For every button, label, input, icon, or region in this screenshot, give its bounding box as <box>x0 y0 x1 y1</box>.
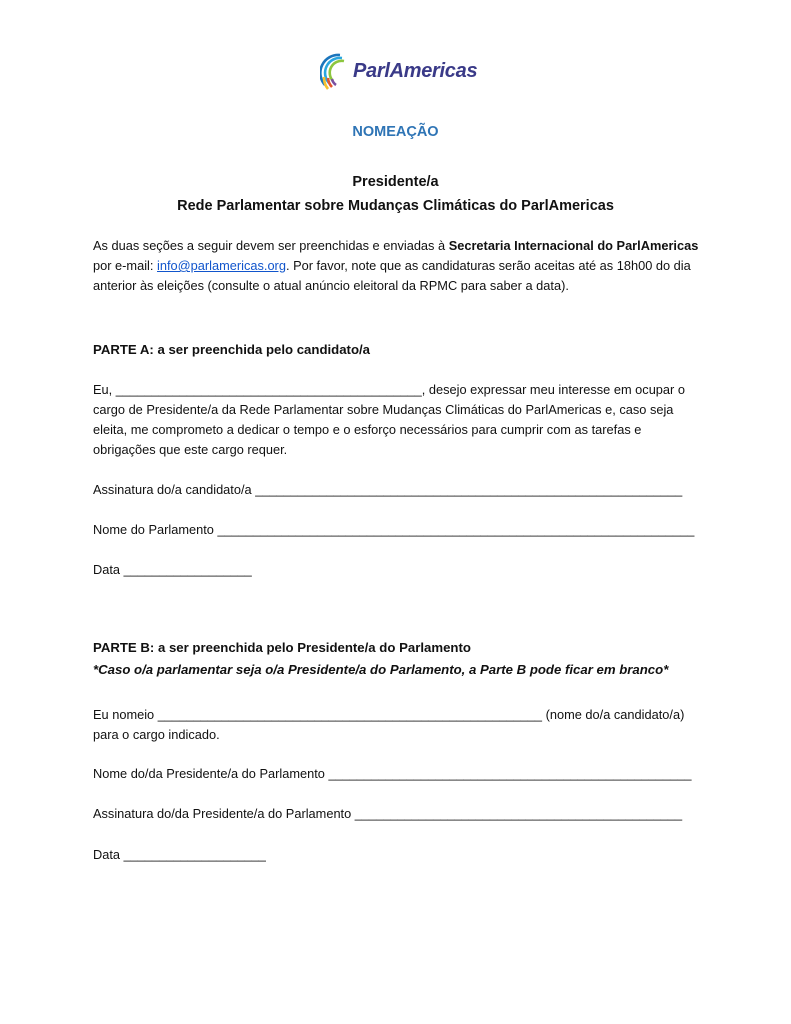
intro-email-prefix: por e-mail: <box>93 258 158 273</box>
candidate-signature-field[interactable]: Assinatura do/a candidato/a ____________________________________________________________ <box>93 482 683 497</box>
part-b-date-field[interactable]: Data ____________________ <box>93 847 266 862</box>
part-b-heading: PARTE B: a ser preenchida pelo Presidente/a do Parlamento <box>93 640 471 655</box>
president-signature-field[interactable]: Assinatura do/da Presidente/a do Parlamento ______________________________________________ <box>93 806 683 821</box>
part-a-line-1: Eu, ___________________________________________, desejo expressar meu interesse em ocupar o <box>93 382 685 397</box>
intro-line-2 <box>93 256 691 276</box>
parlamericas-logo <box>320 49 480 95</box>
intro-deadline-text: . Por favor, note que as candidaturas serão aceitas até as 18h00 do dia <box>285 258 691 273</box>
nomination-line-2: para o cargo indicado. <box>93 727 220 742</box>
president-name-field[interactable]: Nome do/da Presidente/a do Parlamento ___________________________________________________ <box>93 766 692 781</box>
intro-text: As duas seções a seguir devem ser preenchidas e enviadas à <box>93 238 449 253</box>
part-a-line-4: obrigações que este cargo requer. <box>93 442 288 457</box>
document-heading: NOMEAÇÃO <box>352 124 439 140</box>
part-b-note: *Caso o/a parlamentar seja o/a Presidente/a do Parlamento, a Parte B pode ficar em branco* <box>93 662 669 677</box>
part-a-line-2: cargo de Presidente/a da Rede Parlamentar sobre Mudanças Climáticas do ParlAmericas e, caso seja <box>93 402 674 417</box>
intro-line-1 <box>93 236 698 256</box>
part-a-heading: PARTE A: a ser preenchida pelo candidato/a <box>93 342 371 357</box>
intro-secretariat: Secretaria Internacional do ParlAmericas <box>448 238 699 253</box>
logo-text: ParlAmericas <box>353 60 478 82</box>
nomination-line-1[interactable]: Eu nomeio ______________________________________________________ (nome do/a candidato/a) <box>93 707 685 722</box>
title-line-2: Rede Parlamentar sobre Mudanças Climáticas do ParlAmericas <box>177 198 614 214</box>
intro-line-3: anterior às eleições (consulte o atual anúncio eleitoral da RPMC para saber a data). <box>93 278 569 293</box>
parliament-name-field[interactable]: Nome do Parlamento ___________________________________________________________________ <box>93 522 695 537</box>
part-a-date-field[interactable]: Data __________________ <box>93 562 252 577</box>
title-line-1: Presidente/a <box>352 174 439 190</box>
email-link[interactable]: info@parlamericas.org <box>157 258 286 273</box>
part-a-line-3: eleita, me comprometo a dedicar o tempo e o esforço necessários para cumprir com as tarefas e <box>93 422 642 437</box>
